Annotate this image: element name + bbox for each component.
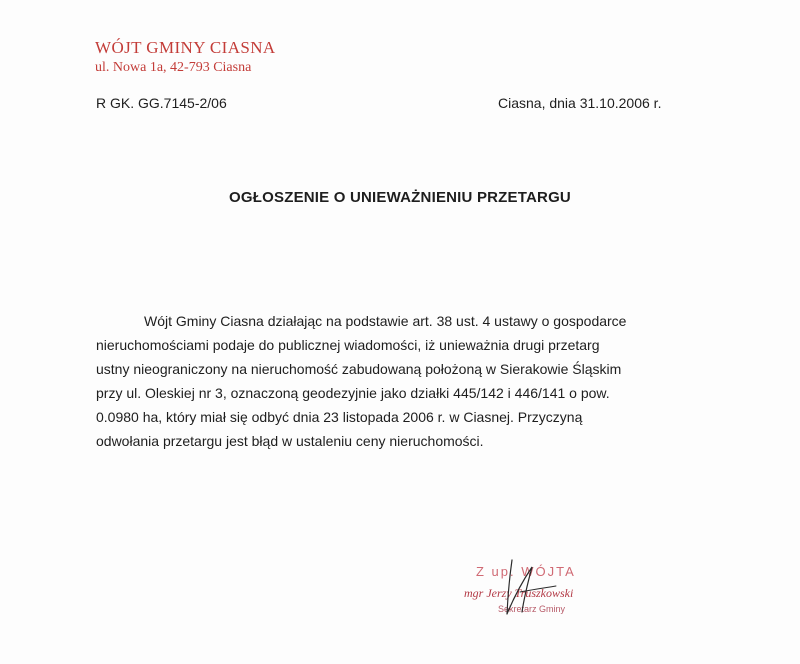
handwritten-signature (452, 552, 632, 632)
stamp-role: Sekretarz Gminy (498, 604, 566, 614)
body-line: przy ul. Oleskiej nr 3, oznaczoną geodezyjnie jako działki 445/142 i 446/141 o pow. (96, 385, 610, 401)
letterhead-address: ul. Nowa 1a, 42-793 Ciasna (95, 60, 252, 75)
stamp-title: Z up. WÓJTA (476, 564, 576, 579)
date-line: Ciasna, dnia 31.10.2006 r. (498, 95, 662, 111)
official-stamp (452, 552, 632, 632)
document-heading: OGŁOSZENIE O UNIEWAŻNIENIU PRZETARGU (229, 189, 571, 206)
body-line: Wójt Gminy Ciasna działając na podstawie art. 38 ust. 4 ustawy o gospodarce (144, 313, 627, 329)
letterhead (95, 38, 276, 76)
reference-number: R GK. GG.7145-2/06 (96, 95, 227, 111)
body-line: ustny nieograniczony na nieruchomość zabudowaną położoną w Sierakowie Śląskim (96, 361, 622, 377)
body-line: 0.0980 ha, który miał się odbyć dnia 23 listopada 2006 r. w Ciasnej. Przyczyną (96, 409, 583, 425)
body-line: odwołania przetargu jest błąd w ustaleniu ceny nieruchomości. (96, 433, 484, 449)
announcement-body (96, 309, 716, 453)
body-line: nieruchomościami podaje do publicznej wiadomości, iż unieważnia drugi przetarg (96, 337, 600, 353)
stamp-name: mgr Jerzy Truszkowski (464, 586, 574, 600)
letterhead-title: WÓJT GMINY CIASNA (95, 38, 276, 57)
